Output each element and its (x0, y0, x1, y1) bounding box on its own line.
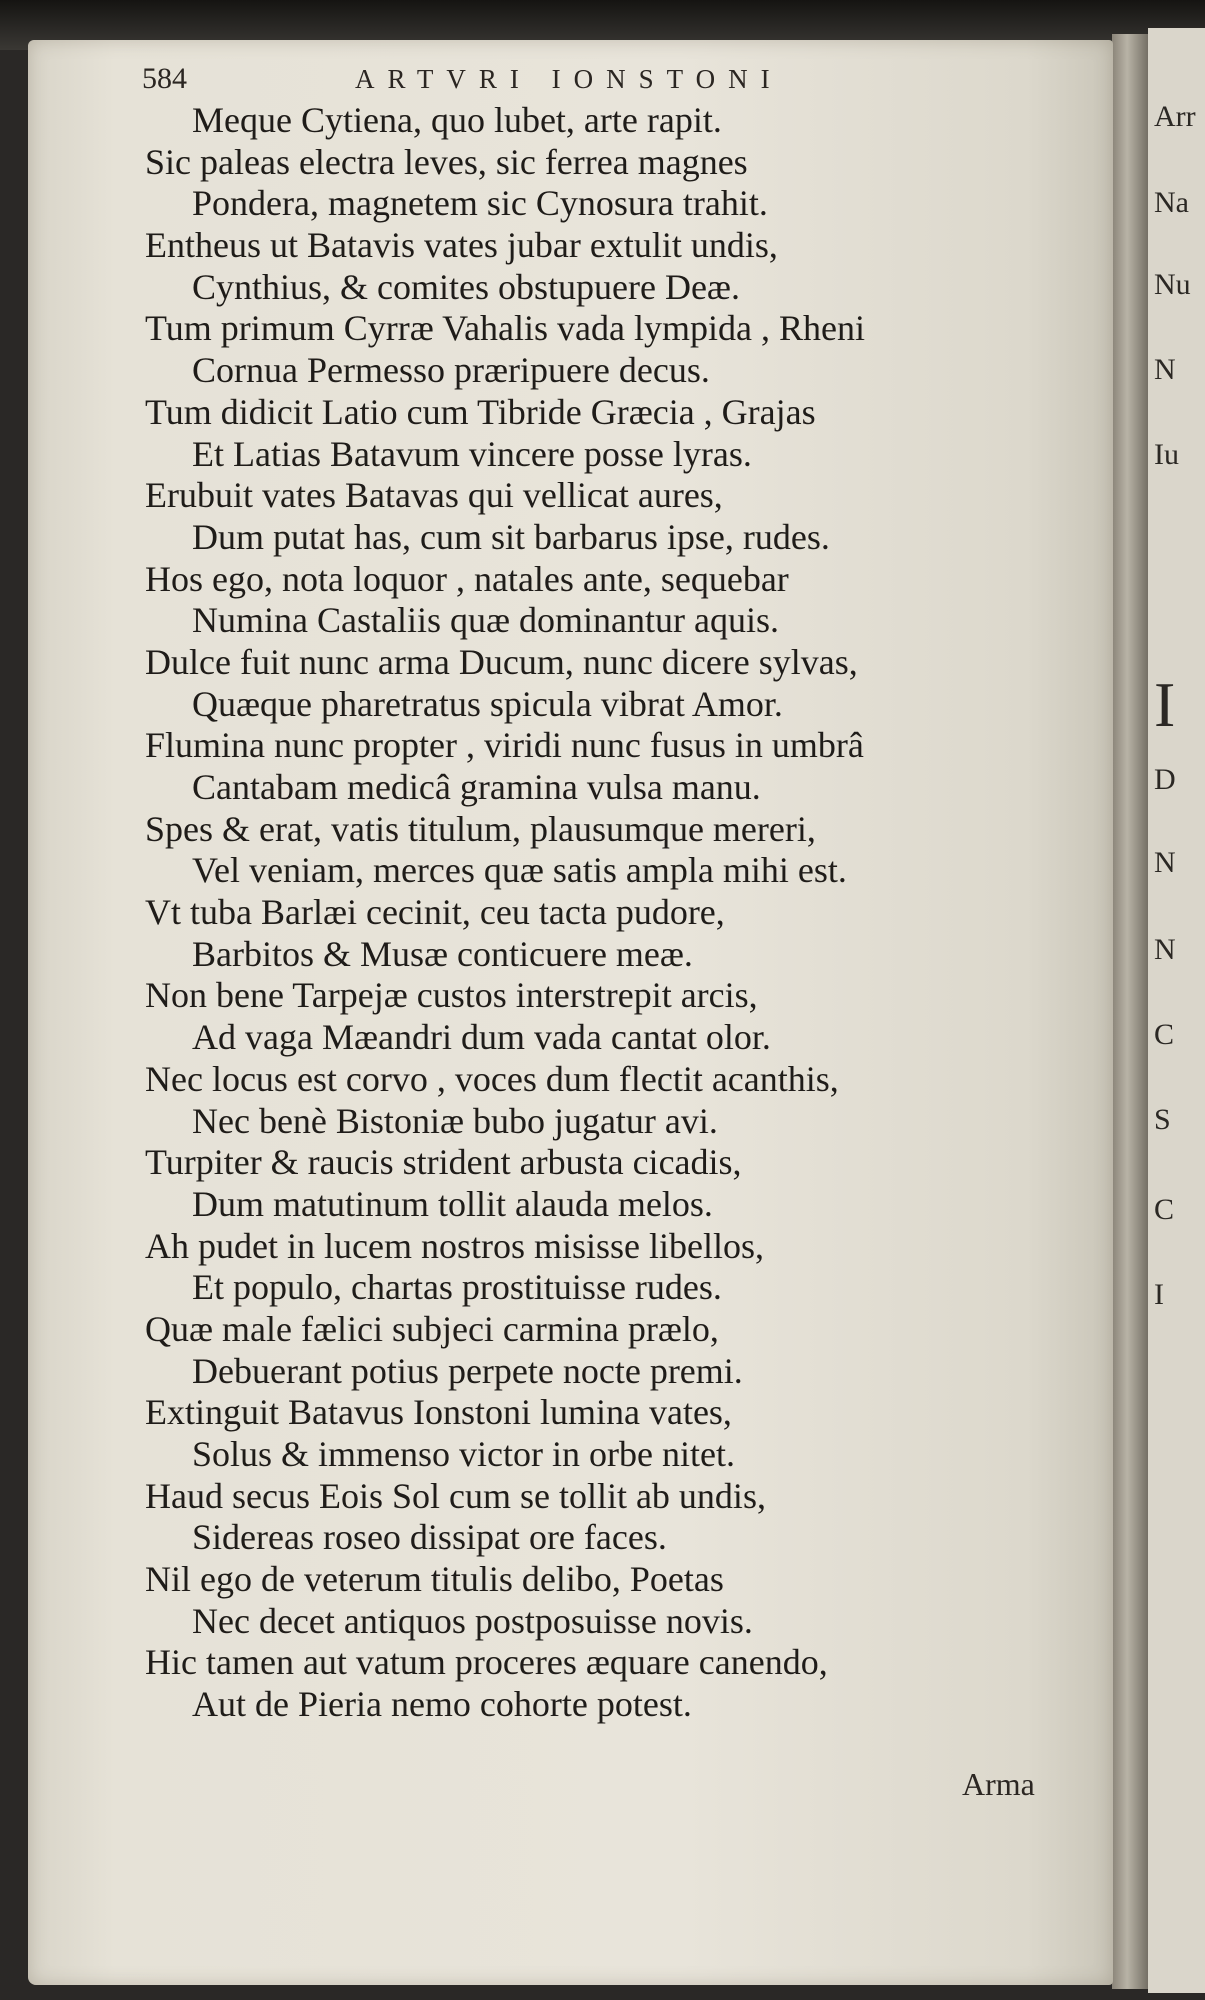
facing-page-fragment: N (1154, 353, 1176, 386)
poem-line: Nec decet antiquos postposuisse novis. (192, 1600, 753, 1641)
poem-line: Solus & immenso victor in orbe nitet. (192, 1434, 735, 1474)
poem-line: Nil ego de veterum titulis delibo, Poetas (145, 1559, 724, 1600)
facing-page-fragment: I (1154, 1278, 1164, 1311)
facing-page-fragment: S (1154, 1103, 1171, 1136)
page-number: 584 (142, 62, 187, 95)
poem-line: Nec locus est corvo , voces dum flectit acanthis, (145, 1058, 839, 1099)
poem-line: Debuerant potius perpete nocte premi. (192, 1350, 743, 1391)
poem-line: Cynthius, & comites obstupuere Deæ. (192, 266, 740, 307)
poem-line: Aut de Pieria nemo cohorte potest. (192, 1684, 692, 1725)
poem-line: Cantabam medicâ gramina vulsa manu. (192, 767, 761, 807)
poem-line: Numina Castaliis quæ dominantur aquis. (192, 600, 779, 641)
poem-line: Nec benè Bistoniæ bubo jugatur avi. (192, 1100, 718, 1141)
poem-line: Et Latias Batavum vincere posse lyras. (192, 433, 752, 474)
facing-page-fragment: C (1154, 1193, 1175, 1226)
facing-page-fragment: Nu (1154, 268, 1191, 301)
poem-line: Barbitos & Musæ conticuere meæ. (192, 933, 693, 974)
book-gutter (1112, 34, 1150, 1989)
poem-line: Dulce fuit nunc arma Ducum, nunc dicere sylvas, (145, 641, 858, 682)
poem-line: Haud secus Eois Sol cum se tollit ab undis, (145, 1475, 766, 1516)
page-header (0, 62, 1205, 102)
poem-line: Vt tuba Barlæi cecinit, ceu tacta pudore, (145, 892, 725, 933)
poem-line: Dum matutinum tollit alauda melos. (192, 1183, 713, 1224)
poem-line: Turpiter & raucis strident arbusta cicadis, (145, 1142, 742, 1183)
poem-line: Vel veniam, merces quæ satis ampla mihi est. (192, 850, 847, 891)
poem-line: Sidereas roseo dissipat ore faces. (192, 1517, 667, 1558)
running-title: ARTVRI IONSTONI (355, 64, 783, 94)
poem-line: Sic paleas electra leves, sic ferrea magnes (145, 141, 748, 182)
poem-line: Hos ego, nota loquor , natales ante, sequebar (145, 558, 789, 599)
facing-page-fragment: N (1154, 846, 1176, 879)
facing-page-fragment: C (1154, 1018, 1175, 1051)
poem-line: Dum putat has, cum sit barbarus ipse, rudes. (192, 516, 830, 557)
poem-line: Quæ male fælici subjeci carmina prælo, (145, 1308, 719, 1349)
poem-line: Extinguit Batavus Ionstoni lumina vates, (145, 1392, 732, 1433)
poem-line: Hic tamen aut vatum proceres æquare canendo, (145, 1642, 828, 1683)
poem-line: Quæque pharetratus spicula vibrat Amor. (192, 683, 783, 724)
facing-page-fragment: N (1154, 933, 1176, 966)
facing-page-fragment: Na (1154, 186, 1189, 219)
facing-page-fragment: I (1154, 669, 1176, 740)
poem-line: Ad vaga Mæandri dum vada cantat olor. (192, 1017, 771, 1058)
poem-line: Spes & erat, vatis titulum, plausumque mereri, (145, 808, 816, 849)
poem-body (145, 100, 1075, 1726)
poem-line: Pondera, magnetem sic Cynosura trahit. (192, 183, 768, 224)
poem-line: Non bene Tarpejæ custos interstrepit arcis, (145, 975, 758, 1016)
poem-line: Ah pudet in lucem nostros misisse libellos, (145, 1225, 764, 1266)
facing-page-fragment: Arr (1154, 100, 1196, 133)
poem-line: Erubuit vates Batavas qui vellicat aures, (145, 475, 723, 516)
facing-page (1148, 28, 1205, 1993)
poem-line: Et populo, chartas prostituisse rudes. (192, 1267, 722, 1308)
poem-line: Flumina nunc propter , viridi nunc fusus in umbrâ (145, 725, 864, 766)
poem-line: Meque Cytiena, quo lubet, arte rapit. (192, 100, 722, 140)
poem-line: Cornua Permesso præripuere decus. (192, 350, 710, 391)
poem-line: Tum didicit Latio cum Tibride Græcia , Grajas (145, 391, 816, 432)
facing-page-fragment: D (1154, 763, 1176, 796)
poem-line: Entheus ut Batavis vates jubar extulit undis, (145, 225, 778, 266)
poem-line: Tum primum Cyrræ Vahalis vada lympida , Rheni (145, 308, 865, 349)
catchword: Arma (962, 1766, 1035, 1802)
facing-page-fragment: Iu (1154, 438, 1179, 471)
